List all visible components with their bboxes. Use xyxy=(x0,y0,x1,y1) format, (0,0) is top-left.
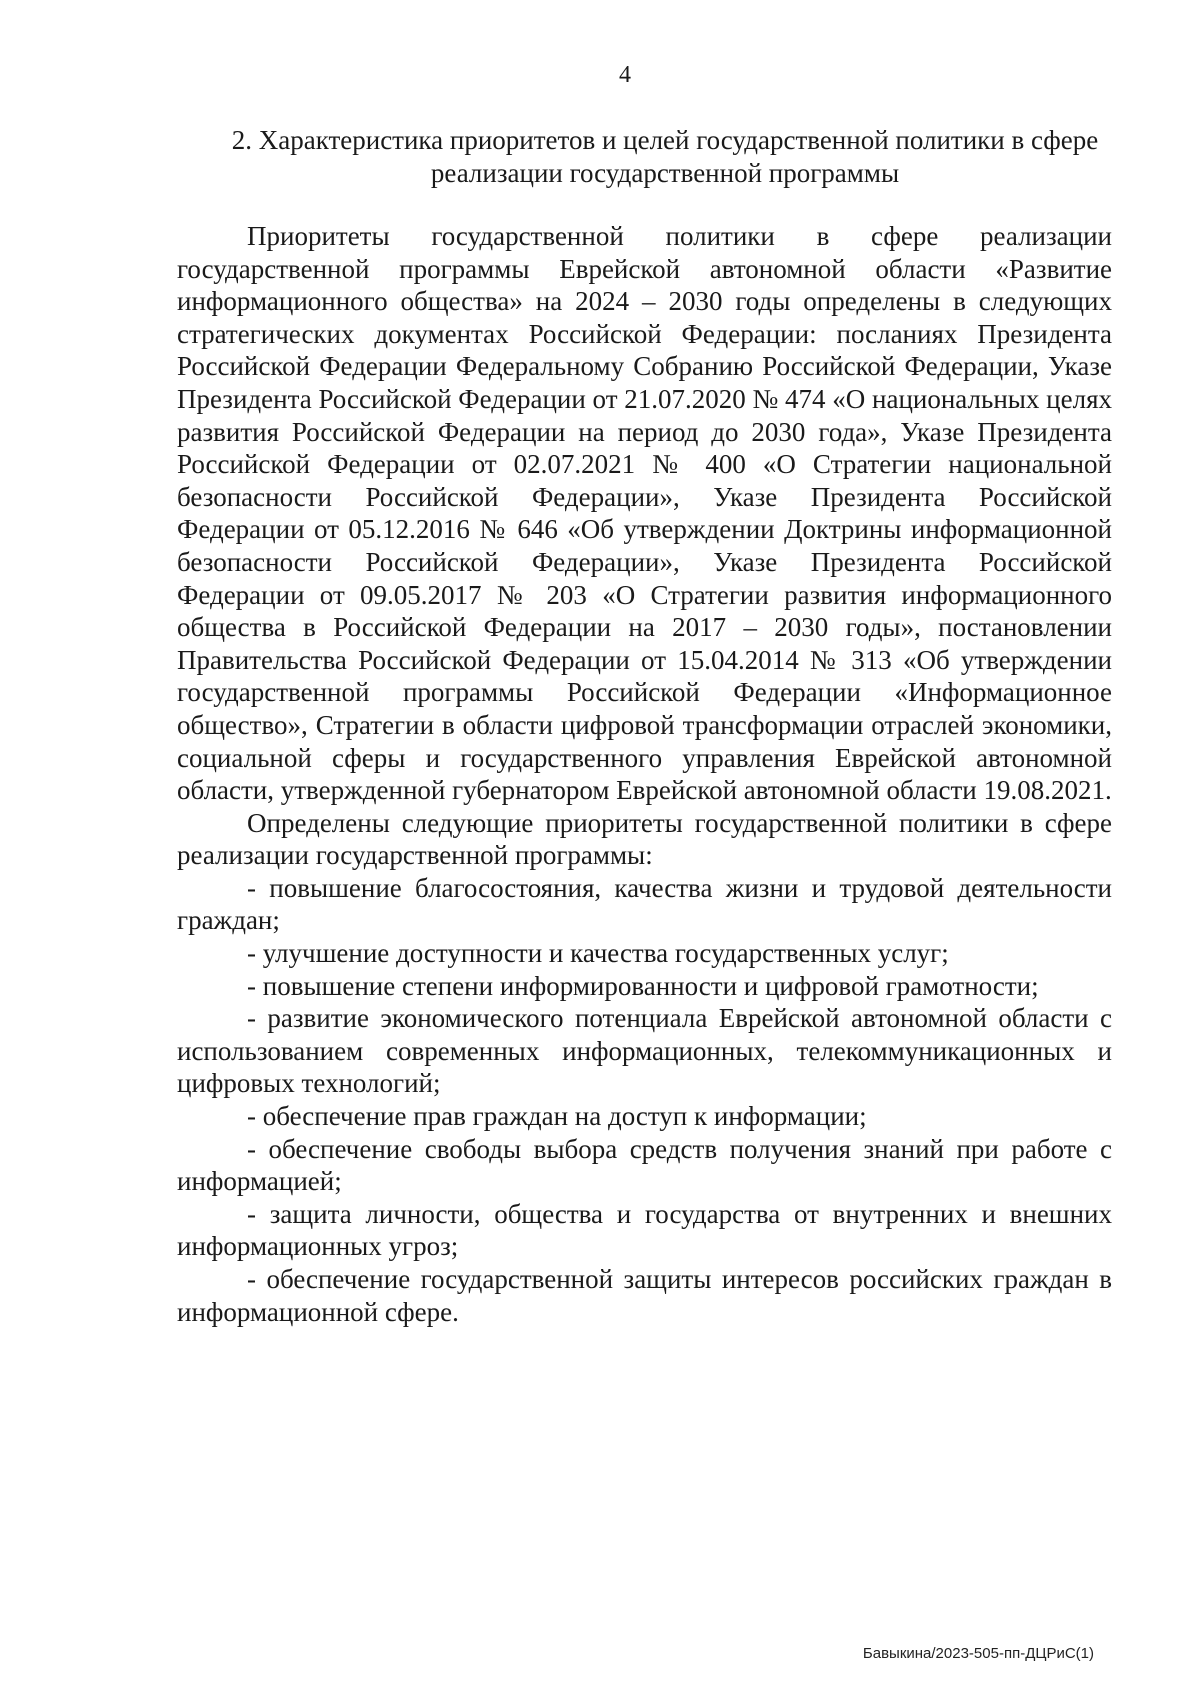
list-item: - обеспечение прав граждан на доступ к информации; xyxy=(247,1101,867,1132)
list-item: - развитие экономического потенциала Еврейской автономной области с использованием современных информационных, телекоммуникационных и цифровых технологий; xyxy=(177,1003,1112,1099)
page-number: 4 xyxy=(619,62,631,88)
document-body xyxy=(177,220,1112,1328)
document-code: Бавыкина/2023-505-пп-ДЦРиС(1) xyxy=(862,1645,1094,1662)
list-item: - повышение степени информированности и цифровой грамотности; xyxy=(247,970,1039,1001)
list-item: - обеспечение государственной защиты интересов российских граждан в информационной сфере. xyxy=(177,1264,1112,1327)
paragraph-priorities-sources: Приоритеты государственной политики в сфере реализации государственной программы Еврейской автономной области «Развитие информационного общества» на 2024 – 2030 годы определены в следующих стратегических документах Российской Федерации: посланиях Президента Российской Федерации Федеральному Собранию Российской Федерации, Указе Президента Российской Федерации от 21.07.2020 № 474 «О национальных целях развития Российской Федерации на период до 2030 года», Указе Президента Российской Федерации от 02.07.2021 № 400 «О Стратегии национальной безопасности Российской Федерации», Указе Президента Российской Федерации от 05.12.2016 № 646 «Об утверждении Доктрины информационной безопасности Российской Федерации», Указе Президента Российской Федерации от 09.05.2017 № 203 «О Стратегии развития информационного общества в Российской Федерации на 2017 – 2030 годы», постановлении Правительства Российской Федерации от 15.04.2014 № 313 «Об утверждении государственной программы Российской Федерации «Информационное общество», Стратегии в области цифровой трансформации отраслей экономики, социальной сферы и государственного управления Еврейской автономной области, утвержденной губернатором Еврейской автономной области 19.08.2021. xyxy=(177,221,1112,806)
list-item: - обеспечение свободы выбора средств получения знаний при работе с информацией; xyxy=(177,1133,1112,1197)
list-item: - улучшение доступности и качества государственных услуг; xyxy=(247,938,949,969)
list-item: - защита личности, общества и государства от внутренних и внешних информационных угроз; xyxy=(177,1198,1112,1262)
section-title: 2. Характеристика приоритетов и целей государственной политики в сфере реализации государственной программы xyxy=(231,125,1099,188)
paragraph-priorities-intro: Определены следующие приоритеты государственной политики в сфере реализации государственной программы: xyxy=(177,807,1112,871)
list-item: - повышение благосостояния, качества жизни и трудовой деятельности граждан; xyxy=(177,872,1112,936)
